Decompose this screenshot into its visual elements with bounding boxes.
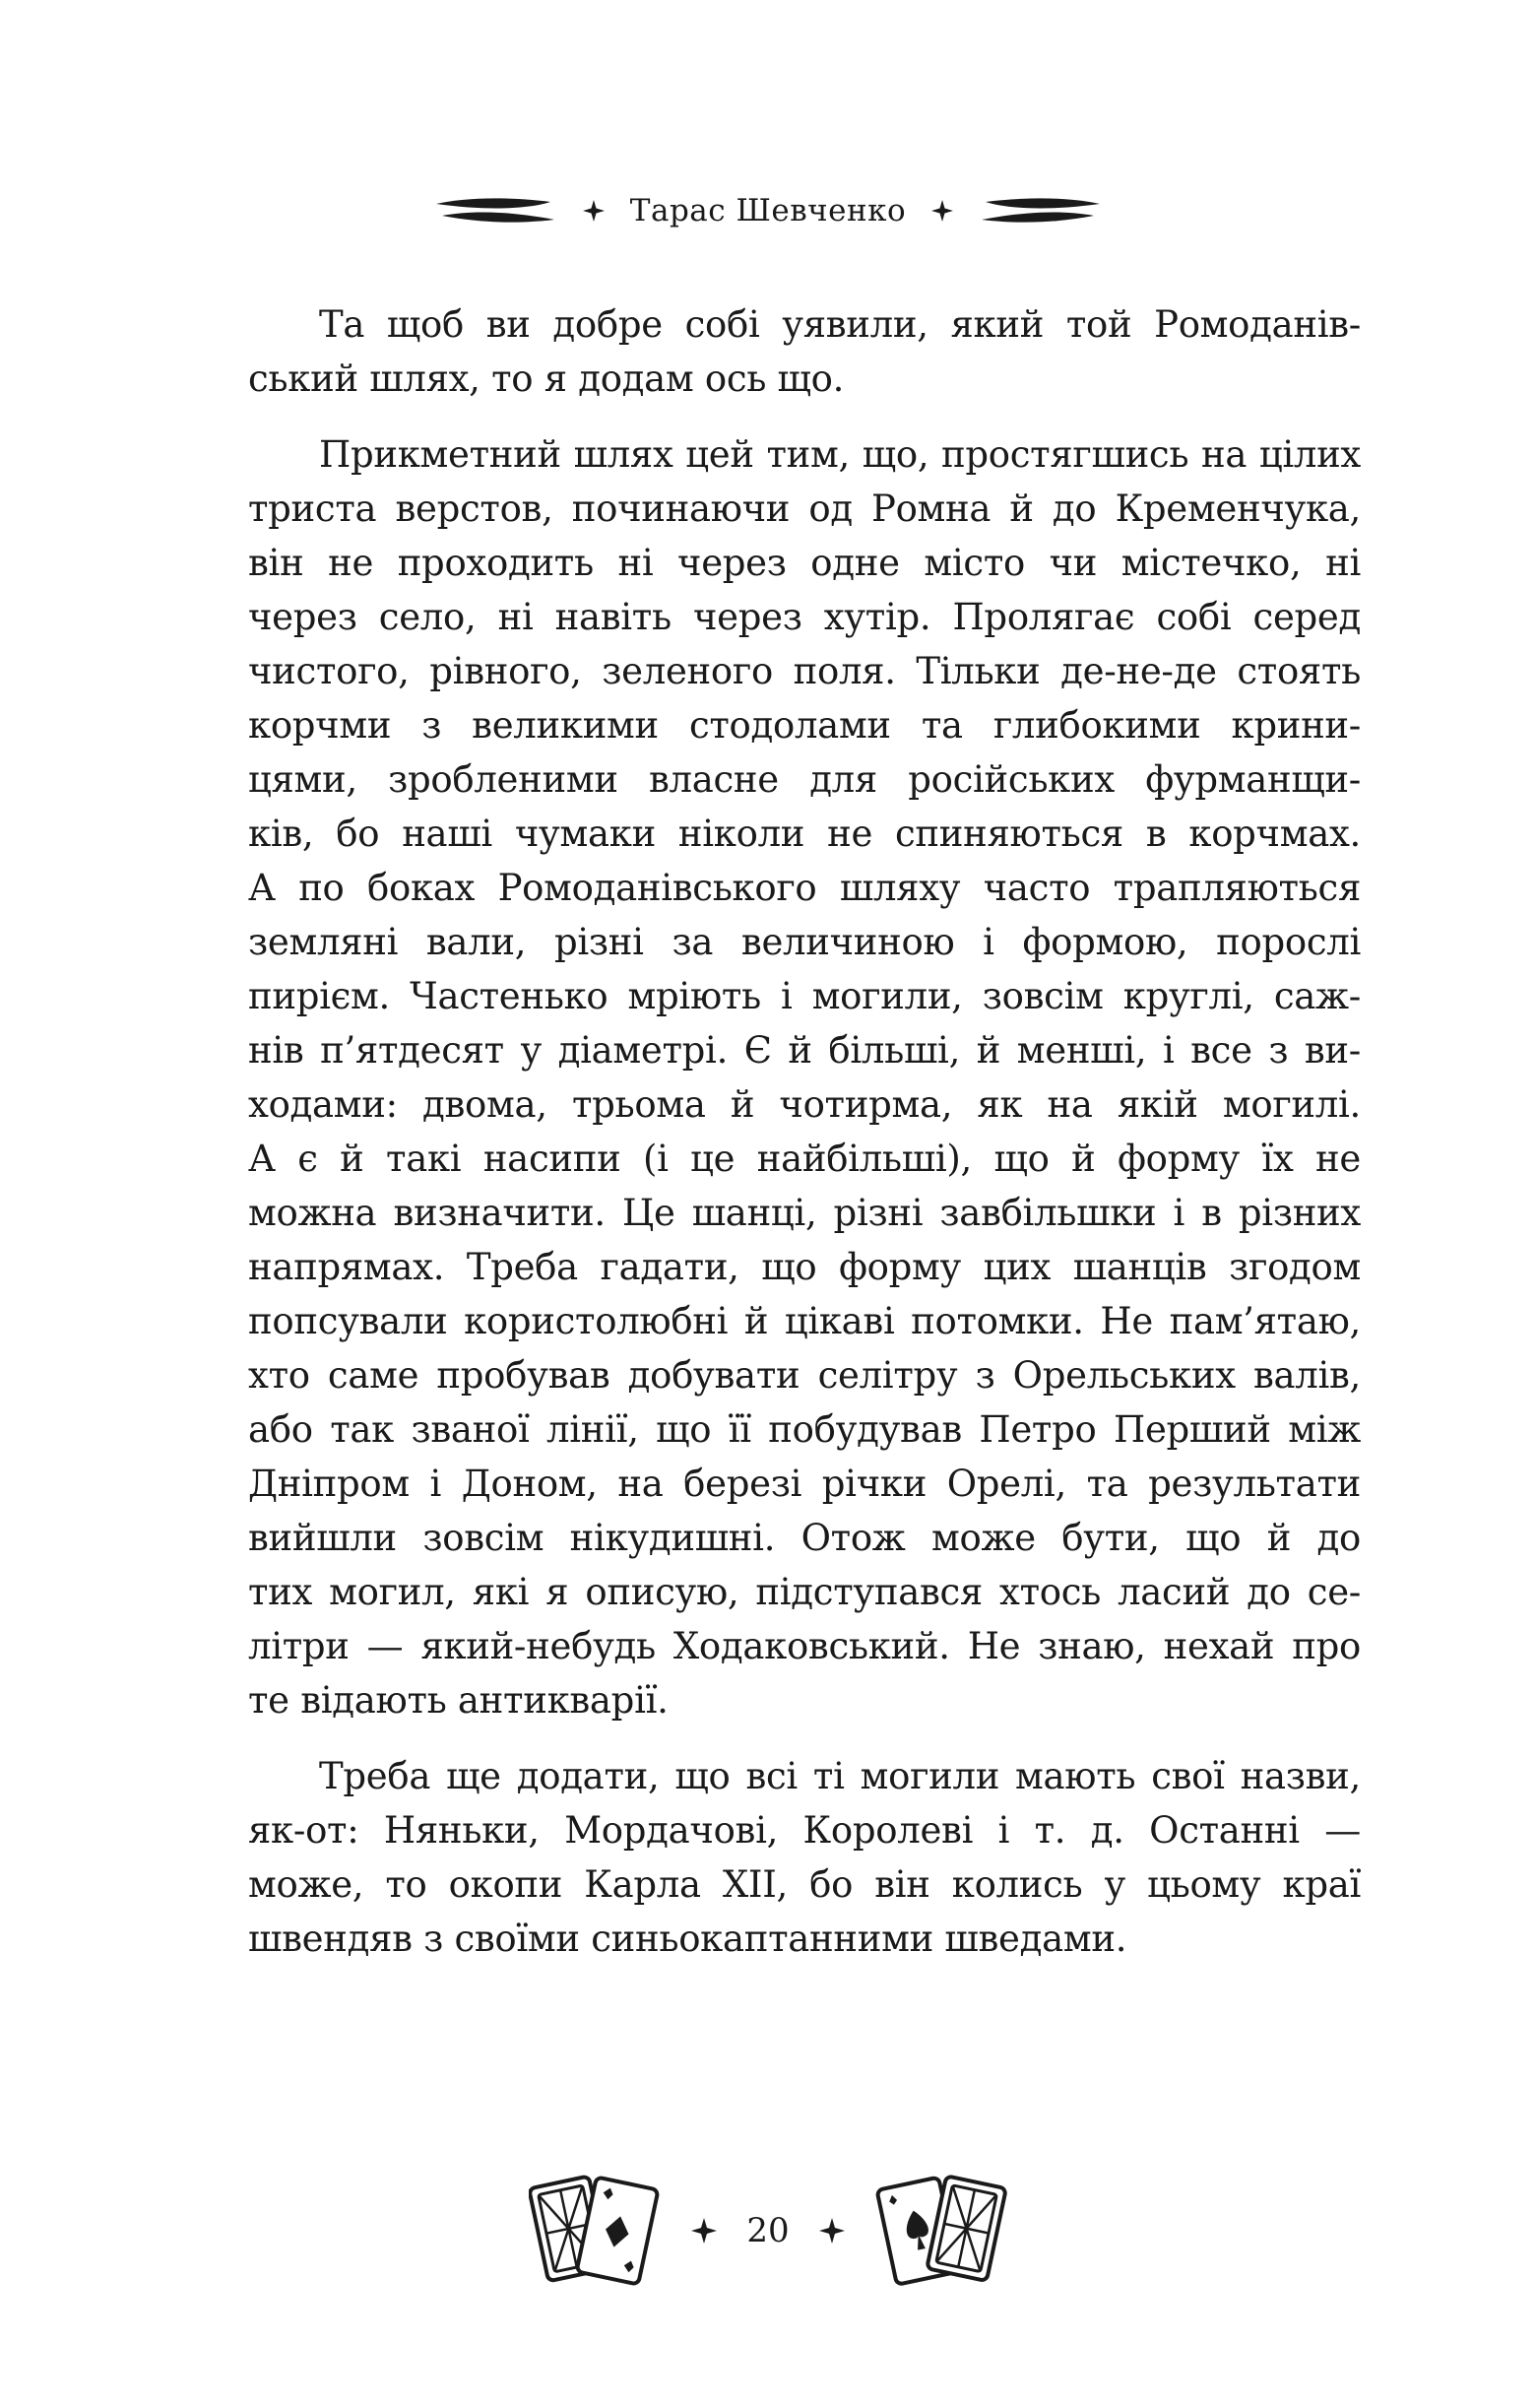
text-line: тих могил, які я описую, підступався хтось ласий до се- [248, 1571, 1361, 1613]
author-name: Тарас Шевченко [629, 193, 907, 228]
text-line: ходами: двома, трьома й чотирма, як на якій могилі. [248, 1083, 1361, 1126]
playing-cards-spade-icon [874, 2167, 1007, 2295]
page-footer [0, 2162, 1536, 2300]
sparkle-star-icon [819, 2218, 845, 2244]
page-number: 20 [746, 2211, 790, 2250]
text-line: або так званої лінії, що її побудував Петро Перший між [248, 1408, 1361, 1451]
text-line: нів п’ятдесят у діаметрі. Є й більші, й менші, і все з ви- [248, 1029, 1361, 1072]
playing-cards-diamond-icon [529, 2167, 662, 2295]
sparkle-star-icon [691, 2218, 717, 2244]
text-line: напрямах. Треба гадати, що форму цих шанців згодом [248, 1246, 1361, 1288]
text-line: літри — який-небудь Ходаковський. Не знаю, нехай про [248, 1625, 1361, 1667]
text-line: А є й такі насипи (і це найбільші), що й форму їх не [248, 1138, 1361, 1180]
text-line: Прикметний шлях цей тим, що, простягшись на цілих [319, 433, 1361, 476]
paragraph [248, 427, 1361, 1727]
text-line: швендяв з своїми синьокаптанними шведами. [248, 1918, 1127, 1960]
text-line: можна визначити. Це шанці, різні завбільшки і в різних [248, 1192, 1361, 1234]
text-line: корчми з великими стодолами та глибокими крини- [248, 704, 1361, 747]
text-line: А по боках Ромоданівського шляху часто трапляються [248, 867, 1361, 909]
text-line: Дніпром і Доном, на березі річки Орелі, та результати [248, 1463, 1361, 1505]
text-line: Треба ще додати, що всі ті могили мають свої назви, [319, 1755, 1361, 1797]
text-line: земляні вали, різні за величиною і формою, порослі [248, 921, 1361, 963]
text-line: цями, зробленими власне для російських фурманщи- [248, 758, 1361, 801]
text-line: він не проходить ні через одне місто чи містечко, ні [248, 542, 1361, 584]
text-line: як-от: Няньки, Мордачові, Королеві і т. д. Останні — [248, 1809, 1361, 1852]
sparkle-star-icon [931, 200, 953, 222]
running-header [0, 183, 1536, 238]
text-line: Та щоб ви добре собі уявили, який той Ромоданів- [319, 303, 1361, 346]
text-line: те відають антикварії. [248, 1679, 669, 1722]
text-line: триста верстов, починаючи од Ромна й до Кременчука, [248, 488, 1361, 530]
leaf-ornament-icon [434, 194, 557, 228]
text-line: ків, бо наші чумаки ніколи не спиняються в корчмах. [248, 813, 1361, 855]
body-text [248, 297, 1361, 1987]
text-line: пирієм. Частенько мріють і могили, зовсім круглі, саж- [248, 975, 1361, 1017]
text-line: хто саме пробував добувати селітру з Орельських валів, [248, 1354, 1361, 1397]
text-line: може, то окопи Карла XII, бо він колись у цьому краї [248, 1863, 1361, 1906]
text-line: вийшли зовсім нікудишні. Отож може бути, що й до [248, 1517, 1361, 1559]
sparkle-star-icon [583, 200, 605, 222]
leaf-ornament-icon [979, 194, 1102, 228]
text-line: чистого, рівного, зеленого поля. Тільки де-не-де стоять [248, 650, 1361, 692]
text-line: через село, ні навіть через хутір. Пролягає собі серед [248, 596, 1361, 638]
text-line: попсували користолюбні й цікаві потомки. Не пам’ятаю, [248, 1300, 1361, 1342]
text-line: ський шлях, то я додам ось що. [248, 358, 845, 400]
paragraph [248, 1749, 1361, 1966]
paragraph [248, 297, 1361, 406]
